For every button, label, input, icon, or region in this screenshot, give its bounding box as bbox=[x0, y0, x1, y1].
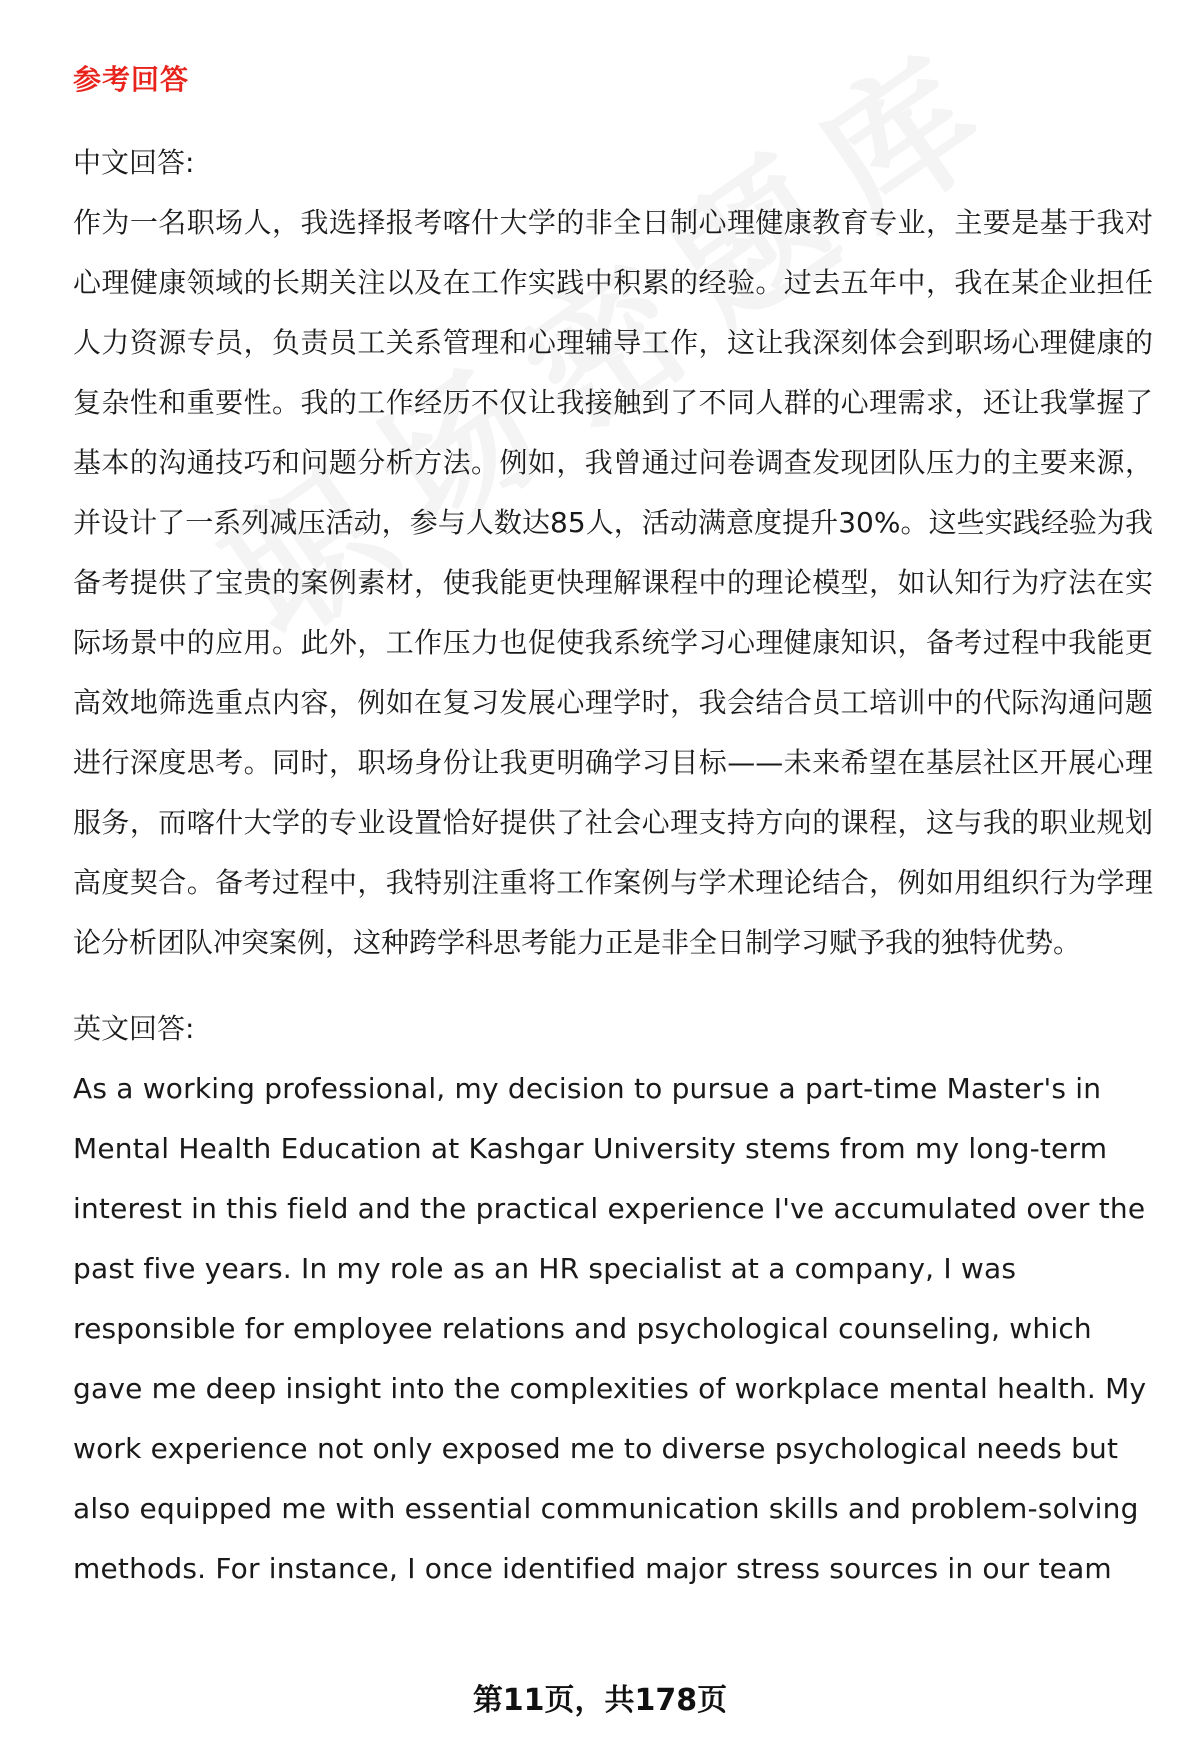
chinese-answer-text: 作为一名职场人，我选择报考喀什大学的非全日制心理健康教育专业，主要是基于我对心理健康领域的长期关注以及在工作实践中积累的经验。过去五年中，我在某企业担任人力资源专员，负责员工关系管理和心理辅导工作，这让我深刻体会到职场心理健康的复杂性和重要性。我的工作经历不仅让我接触到了不同人群的心理需求，还让我掌握了基本的沟通技巧和问题分析方法。例如，我曾通过问卷调查发现团队压力的主要来源，并设计了一系列减压活动，参与人数达85人，活动满意度提升30%。这些实践经验为我备考提供了宝贵的案例素材，使我能更快理解课程中的理论模型，如认知行为疗法在实际场景中的应用。此外，工作压力也促使我系统学习心理健康知识，备考过程中我能更高效地筛选重点内容，例如在复习发展心理学时，我会结合员工培训中的代际沟通问题进行深度思考。同时，职场身份让我更明确学习目标——未来希望在基层社区开展心理服务，而喀什大学的专业设置恰好提供了社会心理支持方向的课程，这与我的职业规划高度契合。备考过程中，我特别注重将工作案例与学术理论结合，例如用组织行为学理论分析团队冲突案例，这种跨学科思考能力正是非全日制学习赋予我的独特优势。 bbox=[73, 206, 1153, 959]
page-number: 第11页，共178页 bbox=[472, 1683, 728, 1718]
english-answer-label: 英文回答: bbox=[73, 1012, 195, 1045]
english-answer-text: As a working professional, my decision to pursue a part-time Master's in Mental Health Education at Kashgar University stems from my long-term interest in this field and the practical experience I've accumulated over the past five years. In my role as an HR specialist at a company, I was responsible for employee relations and psychological counseling, which gave me deep insight into the complexities of workplace mental health. My work experience not only exposed me to diverse psychological needs but also equipped me with essential communication skills and problem-solving methods. For instance, I once identified major stress sources in our team bbox=[73, 1072, 1147, 1585]
answer-content bbox=[73, 133, 1153, 1599]
chinese-answer-label: 中文回答: bbox=[73, 146, 195, 179]
section-heading: 参考回答 bbox=[73, 63, 190, 96]
section-gap bbox=[73, 973, 1153, 999]
